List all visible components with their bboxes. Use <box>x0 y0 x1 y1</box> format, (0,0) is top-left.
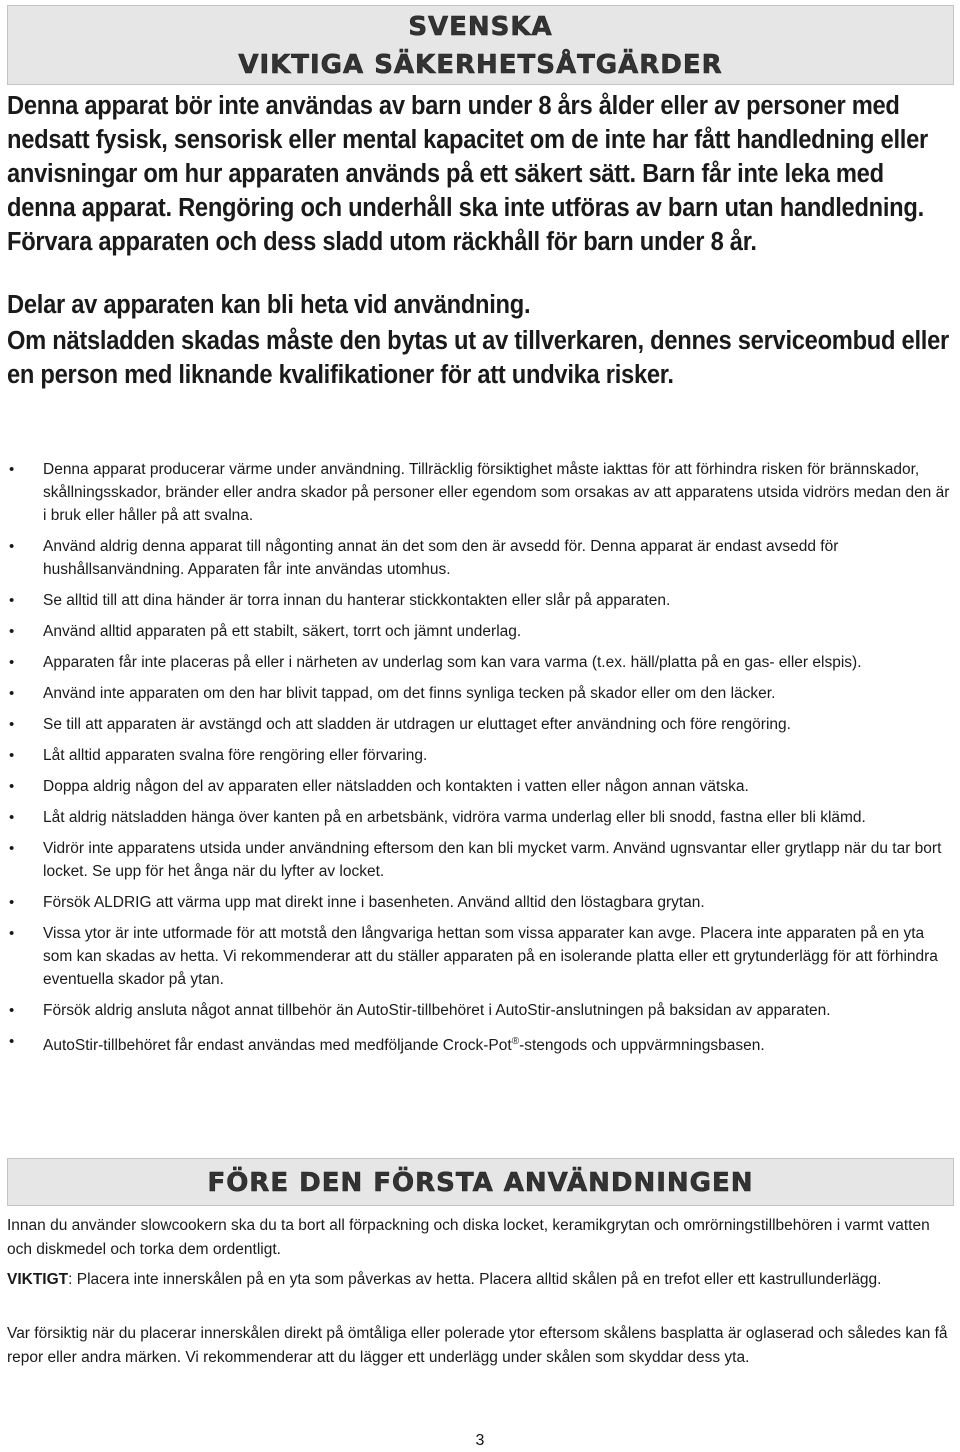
list-item <box>7 922 955 991</box>
bullet-icon: • <box>9 623 15 640</box>
bullet-icon: • <box>9 925 15 942</box>
list-item-text: Denna apparat producerar värme under användning. Tillräcklig försiktighet måste iakttas för att förhindra risken för brännskador, skållningsskador, bränder eller andra skador på personer eller egendom som orsakas av att apparatens utsida vidrörs medan den är i bruk eller håller på att svalna. <box>43 461 950 524</box>
bullet-icon: • <box>9 809 15 826</box>
list-item <box>7 713 955 736</box>
list-item <box>7 837 955 883</box>
list-item <box>7 620 955 643</box>
bullet-icon: • <box>9 894 15 911</box>
safety-bullet-list <box>7 458 955 1065</box>
language-title: SVENSKA <box>408 12 553 42</box>
bullet-icon: • <box>9 840 15 857</box>
bullet-icon: • <box>9 538 15 555</box>
bullet-icon: • <box>9 716 15 733</box>
list-item-text: Vissa ytor är inte utformade för att motstå den långvariga hettan som vissa apparater kan avge. Placera inte apparaten på en yta som kan skadas av hetta. Vi rekommenderar att du ställer apparaten på en isolerande platta eller ett grytunderlägg för att förhindra eventuella skador på ytan. <box>43 925 938 988</box>
autostir-text-end: -stengods och uppvärmningsbasen. <box>519 1037 765 1055</box>
warning-hot-parts: Delar av apparaten kan bli heta vid användning. <box>7 291 531 319</box>
list-item <box>7 744 955 767</box>
bullet-icon: • <box>9 654 15 671</box>
list-item <box>7 651 955 674</box>
list-item <box>7 1030 955 1057</box>
list-item <box>7 891 955 914</box>
list-item-text: Doppa aldrig någon del av apparaten eller nätsladden och kontakten i vatten eller någon annan vätska. <box>43 778 749 795</box>
list-item <box>7 775 955 798</box>
list-item-text: Låt aldrig nätsladden hänga över kanten på en arbetsbänk, vidröra varma underlag eller bli snodd, fastna eller bli klämd. <box>43 809 866 826</box>
bullet-icon: • <box>9 592 15 609</box>
important-text: : Placera inte innerskålen på en yta som påverkas av hetta. Placera alltid skålen på en trefot eller ett kastrullunderlägg. <box>68 1271 882 1288</box>
autostir-text: AutoStir-tillbehöret får endast användas med medföljande Crock-Pot <box>43 1037 512 1055</box>
list-item-text: Vidrör inte apparatens utsida under användning eftersom den kan bli mycket varm. Använd ugnsvantar eller grytlapp när du tar bort locket. Se upp för het ånga när du lyfter av locket. <box>43 840 942 880</box>
section-header-first-use <box>7 1158 954 1206</box>
section-header-safety <box>7 5 954 85</box>
important-label: VIKTIGT <box>7 1271 69 1288</box>
list-item-text: Se till att apparaten är avstängd och att sladden är utdragen ur eluttaget efter användning och före rengöring. <box>43 716 791 733</box>
first-use-paragraph: Innan du använder slowcookern ska du ta bort all förpackning och diska locket, keramikgrytan och omrörningstillbehören i varmt vatten och diskmedel och torka dem ordentligt. <box>7 1217 930 1258</box>
list-item <box>7 806 955 829</box>
list-item-text: Se alltid till att dina händer är torra innan du hanterar stickkontakten eller slår på apparaten. <box>43 592 671 609</box>
list-item-text <box>43 1037 765 1054</box>
list-item <box>7 535 955 581</box>
list-item-text: Låt alltid apparaten svalna före rengöring eller förvaring. <box>43 747 428 764</box>
bullet-icon: • <box>9 685 15 702</box>
list-item-text: Försök ALDRIG att värma upp mat direkt inne i basenheten. Använd alltid den löstagbara grytan. <box>43 894 705 911</box>
caution-paragraph: Var försiktig när du placerar innerskålen direkt på ömtåliga eller polerade ytor eftersom skålens basplatta är oglaserad och således kan få repor eller andra märken. Vi rekommenderar att du lägger ett underlägg under skålen som skyddar dess yta. <box>7 1325 948 1366</box>
list-item-text: Använd aldrig denna apparat till någonting annat än det som den är avsedd för. Denna apparat är endast avsedd för hushållsanvändning. Apparaten får inte användas utomhus. <box>43 538 839 578</box>
list-item <box>7 999 955 1022</box>
list-item-text: Försök aldrig ansluta något annat tillbehör än AutoStir-tillbehöret i AutoStir-anslutningen på baksidan av apparaten. <box>43 1002 831 1019</box>
first-use-title: FÖRE DEN FÖRSTA ANVÄNDNINGEN <box>207 1168 754 1198</box>
bullet-icon: • <box>9 747 15 764</box>
bullet-icon: • <box>9 461 15 478</box>
bullet-icon: • <box>9 1002 15 1019</box>
list-item-text: Använd inte apparaten om den har blivit tappad, om det finns synliga tecken på skador eller om den läcker. <box>43 685 776 702</box>
bullet-icon: • <box>9 778 15 795</box>
bullet-icon: • <box>9 1033 15 1050</box>
list-item <box>7 458 955 527</box>
list-item-text: Apparaten får inte placeras på eller i närheten av underlag som kan vara varma (t.ex. häll/platta på en gas- eller elspis). <box>43 654 862 671</box>
warning-children: Denna apparat bör inte användas av barn under 8 års ålder eller av personer med nedsatt fysisk, sensorisk eller mental kapacitet om de inte har fått handledning eller anvisningar om hur apparaten används på ett säkert sätt. Barn får inte leka med denna apparat. Rengöring och underhåll ska inte utföras av barn utan handledning. Förvara apparaten och dess sladd utom räckhåll för barn under 8 år. <box>7 92 928 256</box>
list-item-text: Använd alltid apparaten på ett stabilt, säkert, torrt och jämnt underlag. <box>43 623 522 640</box>
page-number: 3 <box>475 1432 485 1449</box>
list-item <box>7 589 955 612</box>
list-item <box>7 682 955 705</box>
warning-power-cord: Om nätsladden skadas måste den bytas ut av tillverkaren, dennes serviceombud eller en person med liknande kvalifikationer för att undvika risker. <box>7 327 949 389</box>
safety-title: VIKTIGA SÄKERHETSÅTGÄRDER <box>238 50 723 80</box>
important-paragraph <box>7 1268 955 1292</box>
registered-mark: ® <box>511 1036 520 1047</box>
